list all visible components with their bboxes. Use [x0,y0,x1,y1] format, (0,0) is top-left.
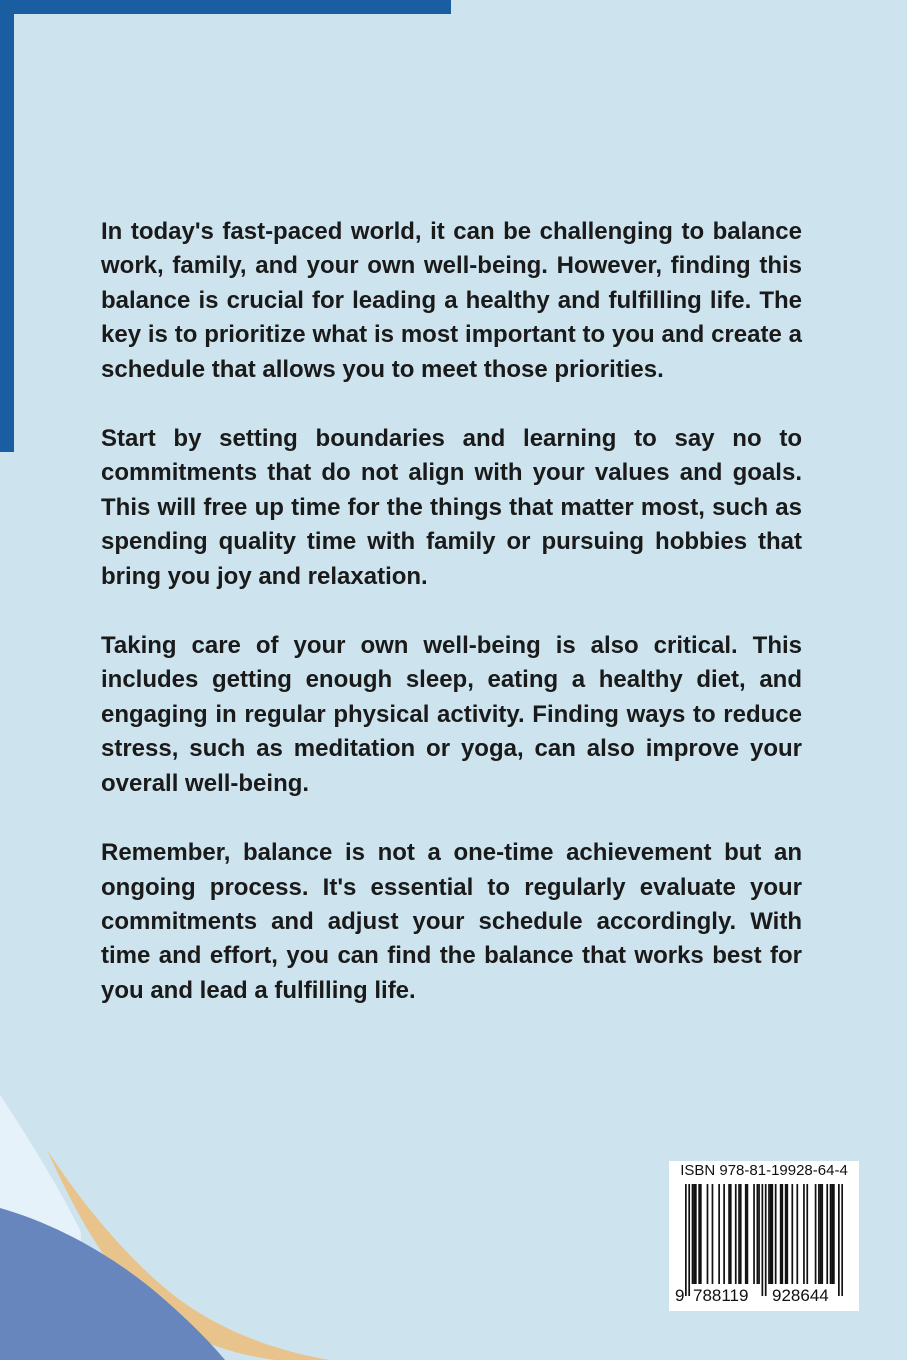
barcode-bar [738,1184,740,1284]
barcode-bar [688,1184,690,1296]
barcode-digits-right: 928644 [772,1286,829,1305]
barcode-bar [730,1184,732,1284]
barcode-bar [821,1184,823,1284]
barcode-bar [723,1184,725,1284]
barcode-bar [740,1184,742,1284]
barcode-bar [762,1184,764,1296]
barcode-bar [698,1184,700,1284]
wave-decoration [0,1090,420,1360]
barcode-bar [786,1184,788,1284]
paragraph-3: Taking care of your own well-being is also critical. This includes getting enough sleep, eating a healthy diet, and engaging in regular physical activity. Finding ways to reduce stress, such as meditation or yoga, can also improve your overall well-being. [101,632,802,797]
barcode-bar [796,1184,798,1284]
frame-left-bar [0,0,14,452]
barcode-bar [768,1184,770,1284]
barcode-bar [815,1184,817,1284]
barcode-bar [758,1184,760,1284]
barcode-bar [780,1184,782,1284]
barcode-bar [770,1184,772,1284]
barcode-bar [791,1184,793,1284]
barcode-bar [771,1184,773,1284]
paragraph-2: Start by setting boundaries and learning to say no to commitments that do not align with your values and goals. This will free up time for the things that matter most, such as spending quality time with family or pursuing hobbies that bring you joy and relaxation. [101,425,802,590]
barcode-digit-lead: 9 [675,1286,685,1305]
barcode-digits-left: 788119 [693,1286,749,1305]
barcode-bar [806,1184,808,1284]
barcode-bar [841,1184,843,1296]
barcode-bar [775,1184,777,1284]
barcode-bar [833,1184,835,1284]
back-cover-text [101,215,802,1043]
barcode-bar [785,1184,787,1284]
isbn-barcode [669,1161,859,1311]
barcode-bar [718,1184,720,1284]
paragraph-1: In today's fast-paced world, it can be challenging to balance work, family, and your own well-being. However, finding this balance is crucial for leading a healthy and fulfilling life. The key is to prioritize what is most important to you and create a schedule that allows you to meet those priorities. [101,218,802,383]
barcode-bar [753,1184,755,1284]
wave-blue [0,1208,225,1360]
barcode-bar [765,1184,767,1296]
barcode-bar [695,1184,697,1284]
barcode-bar [700,1184,702,1284]
barcode-bar [838,1184,840,1296]
barcode-bar [830,1184,832,1284]
barcode-bar [685,1184,687,1296]
barcode-bar [803,1184,805,1284]
barcode-bar [757,1184,759,1284]
barcode-bar [693,1184,695,1284]
barcode-bar [818,1184,820,1284]
barcode-bar [831,1184,833,1284]
barcode-bar [781,1184,783,1284]
barcode-bar [747,1184,749,1284]
paragraph-4: Remember, balance is not a one-time achievement but an ongoing process. It's essential to regularly evaluate your commitments and adjust your schedule accordingly. With time and effort, you can find the balance that works best for you and lead a fulfilling life. [101,839,802,1004]
barcode-bar [735,1184,737,1284]
isbn-label: ISBN 978-81-19928-64-4 [680,1162,848,1179]
barcode-bar [712,1184,714,1284]
barcode-bar [826,1184,828,1284]
barcode-bar [707,1184,709,1284]
barcode-bars [685,1184,843,1296]
barcode-bar [820,1184,822,1284]
barcode-bar [692,1184,694,1284]
barcode-bar [728,1184,730,1284]
barcode-bar [745,1184,747,1284]
frame-top-bar [0,0,451,14]
